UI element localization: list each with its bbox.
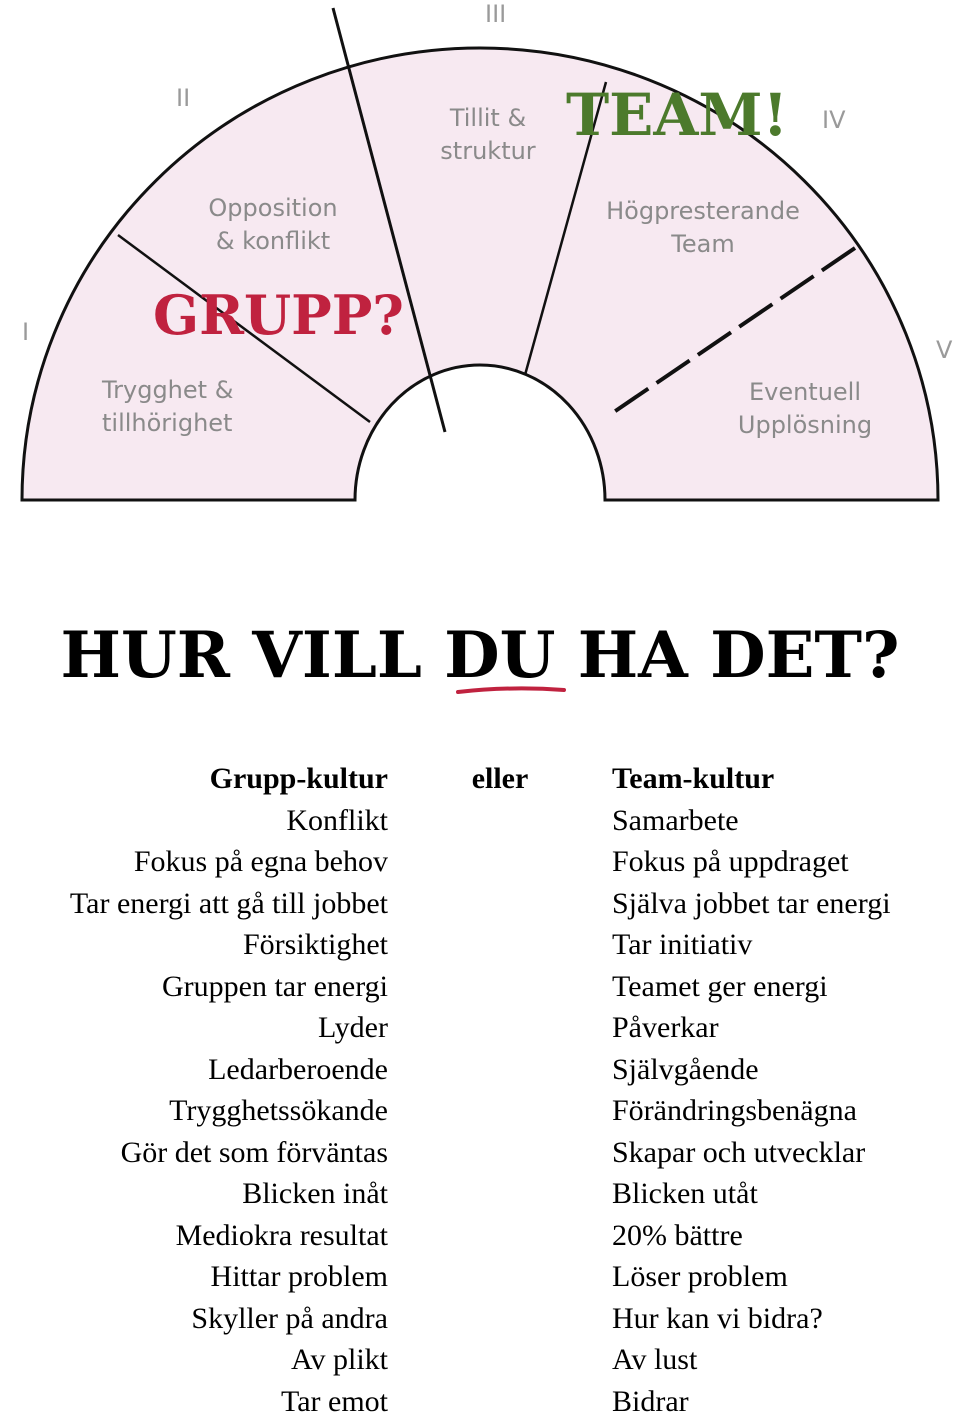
phase-numeral-1: I: [22, 318, 29, 346]
team-item: Blicken utåt: [612, 1173, 891, 1215]
grupp-item: Konflikt: [70, 800, 388, 842]
segment-label-2a: Opposition: [208, 194, 337, 222]
team-item: Skapar och utvecklar: [612, 1132, 891, 1174]
grupp-word: GRUPP?: [153, 283, 404, 347]
grupp-item: Ledarberoende: [70, 1049, 388, 1091]
team-development-diagram: [0, 0, 960, 560]
phase-numeral-5: V: [936, 336, 953, 364]
grupp-item: Trygghetssökande: [70, 1090, 388, 1132]
segment-label-1a: Trygghet &: [101, 376, 233, 404]
headline-underline: [456, 684, 566, 698]
headline-emphasis: DU: [444, 618, 555, 693]
grupp-item: Lyder: [70, 1007, 388, 1049]
team-item: Själva jobbet tar energi: [612, 883, 891, 925]
grupp-item: Gör det som förväntas: [70, 1132, 388, 1174]
team-item: Hur kan vi bidra?: [612, 1298, 891, 1340]
grupp-item: Blicken inåt: [70, 1173, 388, 1215]
segment-label-3a: Tillit &: [449, 104, 526, 132]
team-item: Förändringsbenägna: [612, 1090, 891, 1132]
grupp-item: Försiktighet: [70, 924, 388, 966]
segment-label-5a: Eventuell: [749, 378, 861, 406]
segment-label-3b: struktur: [440, 137, 536, 165]
grupp-item: Skyller på andra: [70, 1298, 388, 1340]
team-item: Teamet ger energi: [612, 966, 891, 1008]
segment-label-4a: Högpresterande: [606, 197, 800, 225]
phase-numeral-4: IV: [822, 106, 846, 134]
team-culture-heading: Team-kultur: [612, 758, 891, 800]
grupp-item: Gruppen tar energi: [70, 966, 388, 1008]
team-item: Påverkar: [612, 1007, 891, 1049]
grupp-culture-heading: Grupp-kultur: [70, 758, 388, 800]
segment-label-5b: Upplösning: [738, 411, 872, 439]
team-culture-column: [612, 758, 891, 1422]
grupp-item: Mediokra resultat: [70, 1215, 388, 1257]
phase-numeral-3: III: [485, 0, 506, 28]
team-item: Löser problem: [612, 1256, 891, 1298]
team-item: Tar initiativ: [612, 924, 891, 966]
team-item: Bidrar: [612, 1381, 891, 1422]
segment-label-1b: tillhörighet: [102, 409, 232, 437]
team-word: TEAM!: [566, 81, 788, 149]
grupp-culture-column: [70, 758, 388, 1422]
team-item: Av lust: [612, 1339, 891, 1381]
team-item: Självgående: [612, 1049, 891, 1091]
team-item: 20% bättre: [612, 1215, 891, 1257]
eller-label: eller: [440, 758, 560, 800]
headline-part-1: HUR VILL: [60, 618, 444, 693]
segment-label-2b: & konflikt: [216, 227, 330, 255]
headline-part-2: HA DET?: [555, 618, 899, 693]
phase-numeral-2: II: [176, 84, 190, 112]
grupp-item: Av plikt: [70, 1339, 388, 1381]
grupp-item: Hittar problem: [70, 1256, 388, 1298]
team-item: Samarbete: [612, 800, 891, 842]
grupp-item: Tar emot: [70, 1381, 388, 1422]
team-item: Fokus på uppdraget: [612, 841, 891, 883]
grupp-item: Fokus på egna behov: [70, 841, 388, 883]
segment-label-4b: Team: [670, 230, 734, 258]
grupp-item: Tar energi att gå till jobbet: [70, 883, 388, 925]
